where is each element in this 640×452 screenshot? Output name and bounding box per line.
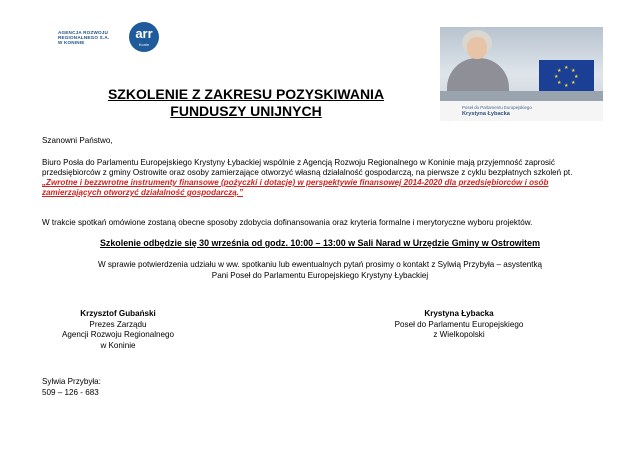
document-title: SZKOLENIE Z ZAKRESU POZYSKIWANIA FUNDUSZY UNIJNYCH: [107, 86, 385, 119]
meeting-paragraph: W trakcie spotkań omówione zostaną obecne sposoby zdobycia dofinansowania oraz kryteria formalne i merytoryczne wyboru projektów.: [42, 218, 533, 227]
arr-logo: [58, 22, 178, 52]
contact-person-name: Sylwia Przybyła:: [42, 377, 101, 386]
logo-circle: [129, 22, 159, 52]
photo-caption-name: Krystyna Łybacka: [462, 111, 510, 117]
intro-paragraph: Biuro Posła do Parlamentu Europejskiego Krystyny Łybackiej wspólnie z Agencją Rozwoju Regionalnego w Koninie mają przyjemność zaprosić przedsiębiorców z gminy Ostrowite oraz osoby zamierzające otworzyć własną działalność gospodarczą, na pierwsze z cyklu bezpłatnych szkoleń pt. „Zwrotne i bezzwrotne instrumenty finansowe (pożyczki i dotacje) w perspektywie finansowej 2014-2020 dla przedsiębiorców i osób zamierzających otworzyć działalność gospodarczą.”: [42, 158, 573, 197]
contact-paragraph: W sprawie potwierdzenia udziału w ww. spotkaniu lub ewentualnych pytań prosimy o kontakt z Sylwią Przybyła – asystentką Pani Poseł do Parlamentu Europejskiego Krystyny Łybackiej: [97, 260, 543, 280]
eu-flag: ★ ★ ★ ★ ★ ★ ★ ★: [539, 60, 594, 92]
logo-org-name: AGENCJA ROZWOJU REGIONALNEGO S.A. W KONINIE: [58, 30, 110, 46]
greeting: Szanowni Państwo,: [42, 136, 113, 145]
training-title-highlight: „Zwrotne i bezzwrotne instrumenty finansowe (pożyczki i dotacje) w perspektywie finansowej 2014-2020 dla przedsiębiorców i osób zamierzających otworzyć działalność gospodarczą.”: [42, 178, 549, 197]
contact-phone: 509 – 126 - 683: [42, 388, 99, 397]
training-date: Szkolenie odbędzie się 30 września od godz. 10:00 – 13:00 w Sali Narad w Urzędzie Gminy w Ostrowitem: [100, 238, 540, 248]
signature-left: Krzysztof Gubański Prezes Zarządu Agencji Rozwoju Regionalnego w Koninie: [38, 309, 198, 352]
photo-caption-title: Poseł do Parlamentu Europejskiego: [462, 105, 532, 110]
contact-person: [42, 376, 101, 398]
signer-name: Krystyna Łybacka: [424, 309, 494, 318]
signature-right: Krystyna Łybacka Poseł do Parlamentu Europejskiego z Wielkopolski: [374, 309, 544, 341]
signer-name: Krzysztof Gubański: [80, 309, 156, 318]
portrait-photo: [440, 27, 603, 121]
logo-brand-sub: Konin: [138, 42, 150, 47]
logo-brand: arr: [135, 26, 153, 41]
